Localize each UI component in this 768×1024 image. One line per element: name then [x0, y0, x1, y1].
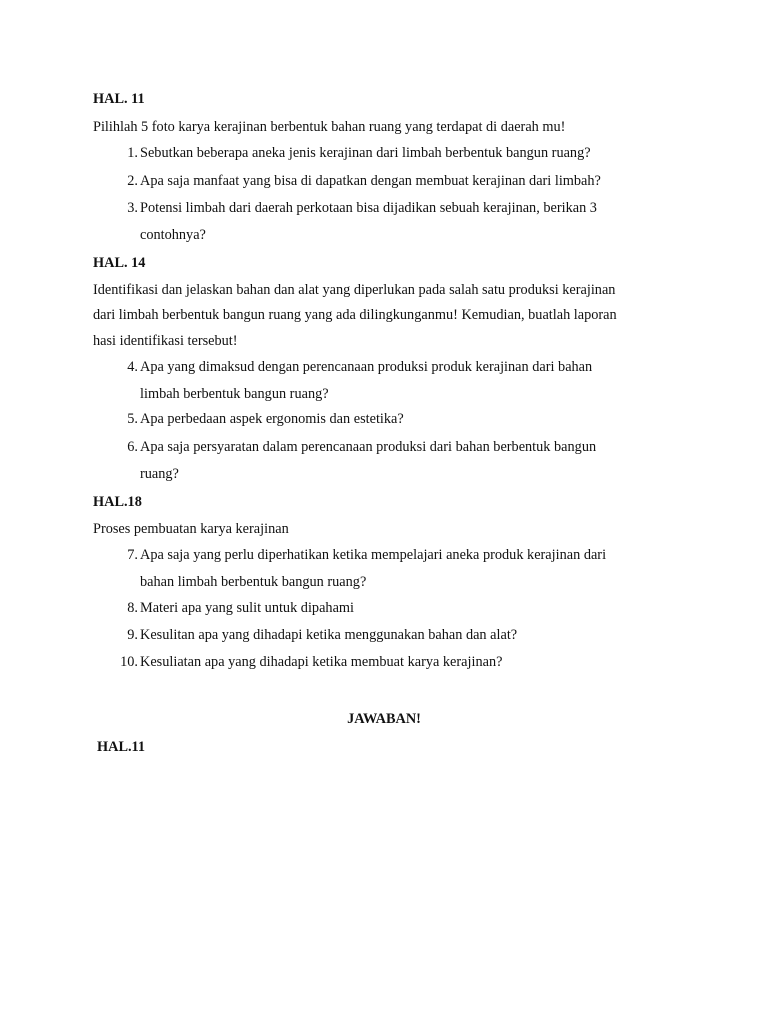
- section-intro-line: hasi identifikasi tersebut!: [93, 333, 238, 349]
- question-text: Kesulitan apa yang dihadapi ketika menggunakan bahan dan alat?: [140, 627, 518, 643]
- question-text-continued: ruang?: [140, 466, 179, 482]
- question-text: Potensi limbah dari daerah perkotaan bisa dijadikan sebuah kerajinan, berikan 3: [140, 200, 597, 216]
- question-item-4: [112, 354, 672, 408]
- question-text: Apa saja yang perlu diperhatikan ketika mempelajari aneka produk kerajinan dari: [140, 547, 607, 563]
- question-number: 6.: [127, 439, 138, 455]
- question-number: 10.: [120, 654, 138, 670]
- question-number: 1.: [127, 145, 138, 161]
- section-intro-line: Pilihlah 5 foto karya kerajinan berbentuk bahan ruang yang terdapat di daerah mu!: [93, 119, 566, 135]
- question-number: 9.: [127, 627, 138, 643]
- question-number: 8.: [127, 600, 138, 616]
- question-text: Sebutkan beberapa aneka jenis kerajinan dari limbah berbentuk bangun ruang?: [140, 145, 591, 161]
- section-heading-hal-14: HAL. 14: [93, 255, 146, 271]
- question-number: 4.: [127, 359, 138, 375]
- question-item-9: [112, 622, 672, 649]
- section-heading-hal-11: HAL. 11: [93, 91, 145, 107]
- question-number: 3.: [127, 200, 138, 216]
- answer-heading-hal-11: HAL.11: [97, 739, 146, 755]
- answer-title: JAWABAN!: [347, 711, 421, 727]
- question-text: Apa saja manfaat yang bisa di dapatkan dengan membuat kerajinan dari limbah?: [140, 173, 601, 189]
- question-text: Materi apa yang sulit untuk dipahami: [140, 600, 355, 616]
- section-intro-line: Identifikasi dan jelaskan bahan dan alat yang diperlukan pada salah satu produksi kerajinan: [93, 282, 616, 298]
- question-text: Apa perbedaan aspek ergonomis dan estetika?: [140, 411, 404, 427]
- question-number: 7.: [127, 547, 138, 563]
- question-text: Apa yang dimaksud dengan perencanaan produksi produk kerajinan dari bahan: [140, 359, 593, 375]
- question-item-10: [112, 649, 672, 676]
- question-item-6: [112, 434, 672, 488]
- question-item-7: [112, 542, 672, 596]
- section-intro-line: dari limbah berbentuk bangun ruang yang ada dilingkunganmu! Kemudian, buatlah laporan: [93, 307, 617, 323]
- section-intro-line: Proses pembuatan karya kerajinan: [93, 521, 289, 537]
- question-text: Apa saja persyaratan dalam perencanaan produksi dari bahan berbentuk bangun: [140, 439, 597, 455]
- question-item-3: [112, 195, 672, 249]
- question-text-continued: limbah berbentuk bangun ruang?: [140, 386, 329, 402]
- question-number: 5.: [127, 411, 138, 427]
- question-text-continued: bahan limbah berbentuk bangun ruang?: [140, 574, 367, 590]
- question-item-5: [112, 406, 672, 433]
- question-item-1: [112, 140, 672, 167]
- question-text: Kesuliatan apa yang dihadapi ketika membuat karya kerajinan?: [140, 654, 503, 670]
- question-text-continued: contohnya?: [140, 227, 206, 243]
- question-number: 2.: [127, 173, 138, 189]
- section-heading-hal-18: HAL.18: [93, 494, 142, 510]
- question-item-2: [112, 168, 672, 195]
- question-item-8: [112, 595, 672, 622]
